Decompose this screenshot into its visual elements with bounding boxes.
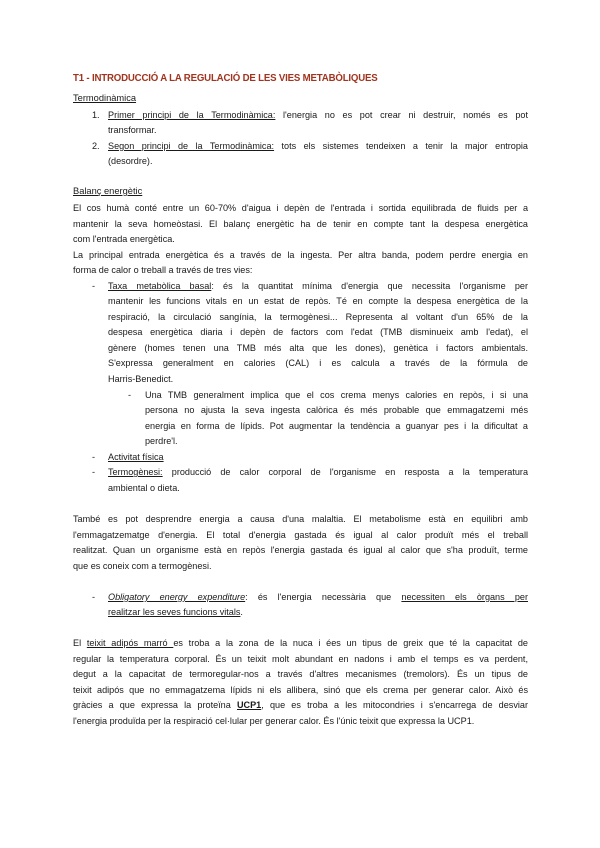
section-heading-thermodynamics: Termodinàmica	[73, 93, 137, 103]
tmb-line: S'expressa generalment en calories (CAL) i es calcula a través de la fórmula de	[108, 358, 528, 368]
bullet-dash: -	[92, 281, 96, 291]
paragraph-line: També es pot desprendre energia a causa d'una malaltia. El metabolisme està en equilibri amb	[73, 514, 528, 524]
tmb-label: Taxa metabòlica basal	[108, 281, 212, 291]
bullet-dash: -	[92, 592, 96, 602]
obligatory-line	[108, 606, 243, 618]
tmb-line: respiració, la circulació sangínia, la termogènesi... Representa al voltant d'un 65% de la	[108, 312, 528, 322]
ucp1-term: UCP1	[236, 700, 262, 710]
second-principle-text-cont: (desordre).	[108, 156, 153, 166]
paragraph-line	[73, 699, 528, 711]
obligatory-label-text: Obligatory energy expenditure	[108, 592, 246, 602]
p4-start: El	[73, 638, 87, 648]
termogenesi-label: Termogènesi:	[108, 467, 163, 477]
p4-line5a: gràcies a que expressa la proteïna	[73, 700, 237, 710]
teixit-adipos-marro: teixit adipós marró	[86, 638, 174, 648]
paragraph-line	[73, 637, 528, 649]
first-principle-text-cont: transformar.	[108, 125, 157, 135]
bullet-obligatory	[108, 591, 528, 603]
first-principle-label: Primer principi de la Termodinàmica:	[108, 110, 276, 120]
second-principle-label: Segon principi de la Termodinàmica:	[108, 141, 275, 151]
tmb-text: : és la quantitat mínima d'energia que necessita l'organisme per	[211, 281, 528, 291]
tmb-line: gènere (homes tenen una TMB més alta que les dones), genètica i factors ambientals.	[108, 343, 528, 353]
paragraph-line: regular la temperatura corporal. És un teixit molt abundant en nadons i amb el temps es va perdent,	[73, 654, 528, 664]
paragraph-line: l'energia produïda per la respiració cel·lular per generar calor. És l'únic teixit que expressa la UCP1.	[73, 716, 475, 726]
list-item-second-principle	[108, 140, 528, 152]
sub-bullet-line: Una TMB generalment implica que el cos crema menys calories en repòs, i si una	[145, 390, 528, 400]
tmb-line: despesa energètica diaria i depèn de factors com l'edat (TMB disminueix amb l'edat), el	[108, 327, 528, 337]
paragraph-line: forma de calor o treball a través de tres vies:	[73, 265, 253, 275]
termogenesi-text: producció de calor corporal de l'organisme en resposta a la temperatura	[162, 467, 528, 477]
bullet-dash: -	[92, 452, 96, 462]
paragraph-line: que es coneix com a termogènesi.	[73, 561, 212, 571]
p4-line5b: , que es troba a les mitocondries i s'encarrega de desviar	[261, 700, 528, 710]
tmb-line: mantenir les funcions vitals en un estat de repòs. Té en compte la despesa energètica de la	[108, 296, 528, 306]
obligatory-label	[108, 592, 245, 602]
obligatory-end: .	[240, 607, 243, 617]
paragraph-line: l'emmagatzematge d'energia. El total d'energia gastada és igual al calor produït més el treball	[73, 530, 528, 540]
sub-bullet-line: perdre'l.	[145, 436, 178, 446]
obligatory-text: : és l'energia necessària que	[245, 592, 402, 602]
second-principle-text: tots els sistemes tendeixen a tenir la major entropia	[274, 141, 528, 151]
paragraph-line: teixit adipós que no emmagatzema lípids ni els allibera, sinó que els crema per generar calor. Això és	[73, 685, 528, 695]
sub-bullet-dash: -	[128, 390, 132, 400]
obligatory-underlined-cont: realitzar les seves funcions vitals	[108, 607, 241, 617]
paragraph-line: degut a la capacitat de termoregular-nos a través d'altres mecanismes (tremolors). És un tipus de	[73, 669, 528, 679]
paragraph-line: El cos humà conté entre un 60-70% d'aigua i depèn de l'entrada i sortida equilibrada de fluids per a	[73, 203, 528, 213]
paragraph-line: mantenir la seva homeòstasi. El balanç energètic ha de tenir en compte tant la despesa energètica	[73, 219, 528, 229]
paragraph-line: realitzat. Quan un organisme està en repòs l'energia gastada és igual al calor que s'ha produït, terme	[73, 545, 528, 555]
list-number: 2.	[92, 141, 100, 151]
bullet-termogenesi	[108, 466, 528, 478]
bullet-dash: -	[92, 467, 96, 477]
sub-bullet-line: energia en forma de lípids. Pot augmentar la tendència a guanyar pes i la dificultat a	[145, 421, 528, 431]
termogenesi-line: ambiental o dieta.	[108, 483, 180, 493]
document-title: T1 - INTRODUCCIÓ A LA REGULACIÓ DE LES VIES METABÒLIQUES	[73, 72, 378, 84]
paragraph-line: La principal entrada energètica és a través de la ingesta. Per altra banda, podem perdre energia en	[73, 250, 528, 260]
list-number: 1.	[92, 110, 100, 120]
obligatory-underlined: necessiten els òrgans per	[401, 592, 528, 602]
paragraph-line: com l'entrada energètica.	[73, 234, 175, 244]
bullet-activitat-fisica: Activitat física	[108, 452, 164, 462]
list-item-first-principle	[108, 109, 528, 121]
section-heading-energy-balance: Balanç energètic	[73, 186, 143, 196]
p4-line1-rest: es troba a la zona de la nuca i ées un tipus de greix que té la capacitat de	[173, 638, 528, 648]
bullet-tmb	[108, 280, 528, 292]
tmb-line: Harris-Benedict.	[108, 374, 174, 384]
first-principle-text: l'energia no es pot crear ni destruir, només es pot	[275, 110, 528, 120]
sub-bullet-line: persona no ajusta la seva ingesta calòrica és més probable que emmagatzemi més	[145, 405, 528, 415]
